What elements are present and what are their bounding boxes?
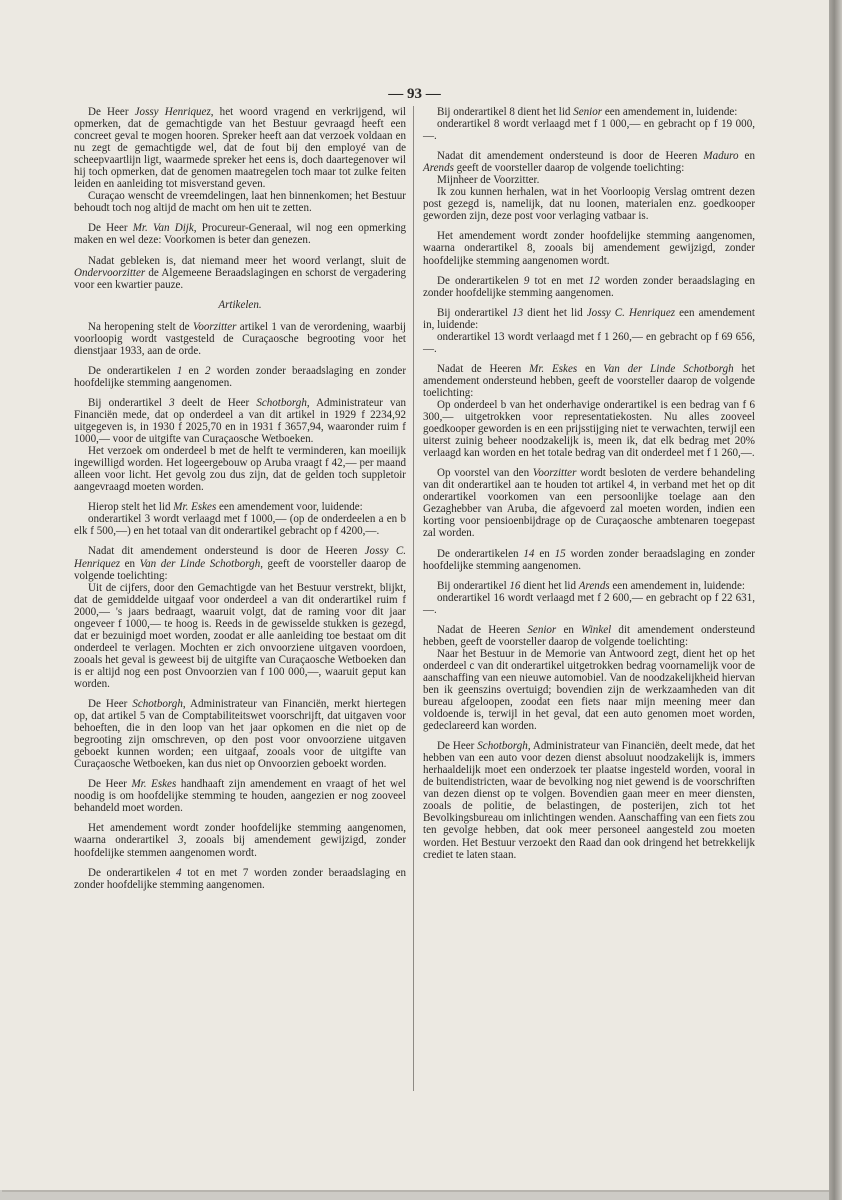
paragraph: Het amendement wordt zonder hoofdelijke stemming aangenomen, waarna onderartikel 8, zooals bij amendement gewijzigd, zonder hoofdelijke stemming aangenomen wordt. [423,230,755,267]
column-divider [413,106,414,1091]
paragraph: Bij onderartikel 13 dient het lid Jossy C. Henriquez een amendement in, luidende: [423,306,756,331]
paragraph: Nadat dit amendement ondersteund is door de Heeren Maduro en Arends geeft de voorsteller daarop de volgende toelichting: [423,150,755,175]
paragraph: Bij onderartikel 16 dient het lid Arends een amendement in, luidende: [437,579,745,592]
paragraph: Het amendement wordt zonder hoofdelijke stemming aangenomen, waarna onderartikel 3, zooals bij amendement gewijzigd, zonder hoofdelijke stemmen aangenomen wordt. [74,822,406,859]
paragraph: De onderartikelen 1 en 2 worden zonder beraadslaging en zonder hoofdelijke stemming aangenomen. [74,364,406,389]
paragraph: onderartikel 16 wordt verlaagd met f 2 600,— en gebracht op f 22 631,—. [423,591,755,616]
paragraph: Nadat dit amendement ondersteund is door de Heeren Jossy C. Henriquez en Van der Linde Schotborgh, geeft de voorsteller daarop de volgende toelichting: [74,545,407,582]
page-number: — 93 — [388,86,441,102]
paragraph: Bij onderartikel 3 deelt de Heer Schotborgh, Administrateur van Financiën mede, dat op onderdeel a van dit artikel in 1929 f 2234,92 uitgegeven is, in 1930 f 2025,70 en in 1931 f 3657,94, waaronder ruim f 1000,— voor de uitgifte van Curaçaosche Wetboeken. [74,396,407,446]
paragraph: De onderartikelen 14 en 15 worden zonder beraadslaging en zonder hoofdelijke stemming aangenomen. [423,547,755,572]
paragraph: Hierop stelt het lid Mr. Eskes een amendement voor, luidende: [88,501,363,514]
paragraph: Het verzoek om onderdeel b met de helft te verminderen, kan moeilijk ingewilligd worden. Het logeergebouw op Aruba vraagt f 42,— per maand alleen voor licht. Het gevolg zou dus zijn, dat de gelden toch suppletoir aangevraagd moeten worden. [74,445,406,494]
paragraph: De onderartikelen 4 tot en met 7 worden zonder beraadslaging en zonder hoofdelijke stemming aangenomen. [74,866,406,891]
paragraph: Bij onderartikel 8 dient het lid Senior een amendement in, luidende: [437,106,738,118]
right-column [423,106,755,869]
paragraph: De onderartikelen 9 tot en met 12 worden zonder beraadslaging en zonder hoofdelijke stemming aangenomen. [423,274,755,299]
paragraph: onderartikel 13 wordt verlaagd met f 1 260,— en gebracht op f 69 656,—. [423,330,755,355]
paragraph: Op voorstel van den Voorzitter wordt besloten de verdere behandeling van dit onderartikel aan te houden tot artikel 4, in verband met het op dit onderartikel voorkomen van een persoonlijke toelage aan den Gezaghebber van Aruba, die afgevoerd zal moeten worden, indien een korting voor pensioenbijdrage op de Curaçaosche ambtenaren toegepast zal worden. [423,467,755,540]
paragraph: De Heer Schotborgh, Administrateur van Financiën, deelt mede, dat het hebben van een auto voor dezen dienst absoluut noodzakelijk is, immers herhaaldelijk moet een onderzoek ter plaatse ingesteld worden, vooral in de buitendistricten, waar de bevolking nog niet gewend is de voorschriften van dezen dienst op te volgen. Bovendien gaan meer en meer diensten, zooals de politie, de belastingen, de posterijen, zich tot het Bevolkingsbureau om inlichtingen wenden. Aanschaffing van een fiets zou ten gevolge hebben, dat ook meer personeel aangesteld zou moeten worden. Het Bestuur verzoekt den Raad dan ook dringend het betrekkelijk crediet te laten staan. [423,740,755,861]
paragraph: De Heer Mr. Eskes handhaaft zijn amendement en vraagt of het wel noodig is om hoofdelijke stemming te houden, aangezien er nog zooveel behandeld moet worden. [74,778,407,815]
paragraph: Mijnheer de Voorzitter. [437,174,540,187]
paragraph: Naar het Bestuur in de Memorie van Antwoord zegt, dient het op het onderdeel c van dit onderartikel uitgetrokken bedrag voornamelijk voor de aanschaffing van een nieuwe automobiel. Van de noodzakelijkheid hiervan ben ik geenszins overtuigd; bovendien zijn de werkzaamheden van dit bureau afgeloopen, zoodat een fiets naar mijn meening meer dan voldoende is, terwijl in het geval, dat een auto genomen moet worden, gedeclareerd kan worden. [423,647,755,733]
paragraph: Nadat de Heeren Senior en Winkel dit amendement ondersteund hebben, geeft de voorsteller daarop de volgende toelichting: [423,623,755,648]
section-heading: Artikelen. [218,298,262,311]
paragraph: Uit de cijfers, door den Gemachtigde van het Bestuur verstrekt, blijkt, dat de gemiddelde uitgaaf voor onderdeel a van dit onderartikel ruim f 2000,— 's jaars bedraagt, waaruit volgt, dat de raming voor dit jaar ongeveer f 1000,— te hoog is. Reeds in de gewisselde stukken is gezegd, dat er bezuinigd moet worden, zoodat er alle aanleiding toe bestaat om dit onderdeel te verlagen. Mochten er zich onvoorziene uitgaven voordoen, zooals het geval is geweest bij de uitgifte van Curaçaosche Wetboeken dan is er altijd nog een post Onvoorzien van f 100 000,—, waaruit geput kan worden. [74,581,406,690]
paragraph: Nadat de Heeren Mr. Eskes en Van der Linde Schotborgh het amendement ondersteund hebben, geeft de voorsteller daarop de volgende toelichting: [423,362,756,399]
paragraph: De Heer Jossy Henriquez, het woord vragend en verkrijgend, wil opmerken, dat de gemachtigde van het Bestuur gevraagd heeft een concreet geval te mogen hooren. Spreker heeft aan dat verzoek voldaan en nu zegt de gemachtigde wel, dat de fout bij den employé van de scheepvaartlijn ligt, waarmede spreker het eens is, doch daartegenover wil hij toch opmerken, dat de genomen maatregelen toch maar tot zulke feiten leiden en aanleiding tot misverstand geven. [74,106,406,191]
paragraph: Curaçao wenscht de vreemdelingen, laat hen binnenkomen; het Bestuur behoudt toch nog altijd de macht om hen uit te zetten. [74,190,406,215]
paragraph: Ik zou kunnen herhalen, wat in het Voorloopig Verslag omtrent dezen post gezegd is, namelijk, dat nu loonen, materialen enz. goedkooper geworden zijn, deze post voor verlaging vatbaar is. [423,186,755,223]
left-column [74,106,406,899]
paragraph: Nadat gebleken is, dat niemand meer het woord verlangt, sluit de Ondervoorzitter de Algemeene Beraadslagingen en schorst de vergadering voor een kwartier pauze. [74,254,406,291]
paragraph: Na heropening stelt de Voorzitter artikel 1 van de verordening, waarbij voorloopig wordt vastgesteld de Curaçaosche begrooting voor het dienstjaar 1933, aan de orde. [74,320,406,357]
paragraph: onderartikel 3 wordt verlaagd met f 1000,— (op de onderdeelen a en b elk f 500,—) en het totaal van dit onderartikel gebracht op f 4200,—. [74,513,406,538]
page-edge-shadow [829,0,842,1200]
paragraph: De Heer Schotborgh, Administrateur van Financiën, merkt hiertegen op, dat artikel 5 van de Comptabiliteitswet voorschrijft, dat uitgaven voor behoeften, die in den loop van het jaar opkomen en die niet op de begrooting zijn omschreven, op den post voor onvoorziene uitgaven geboekt kunnen worden; een uitgaaf, zooals voor de uitgifte van Curaçaosche Wetboeken, kan dus niet op Onvoorzien geboekt worden. [74,698,406,771]
paragraph: onderartikel 8 wordt verlaagd met f 1 000,— en gebracht op f 19 000,—. [423,118,755,143]
paragraph: Op onderdeel b van het onderhavige onderartikel is een bedrag van f 6 300,— uitgetrokken voor representatiekosten. Nu alles zooveel goedkooper geworden is en een prijsstijging niet te verwachten, terwijl een uiterst zuinig beheer noodzakelijk is, meen ik, dat elk bedrag met 20% verlaagd kan worden en het totale bedrag van dit onderdeel met f 1 260,—. [423,398,755,460]
paragraph: De Heer Mr. Van Dijk, Procureur-Generaal, wil nog een opmerking maken en wel deze: Voorkomen is beter dan genezen. [74,222,406,247]
